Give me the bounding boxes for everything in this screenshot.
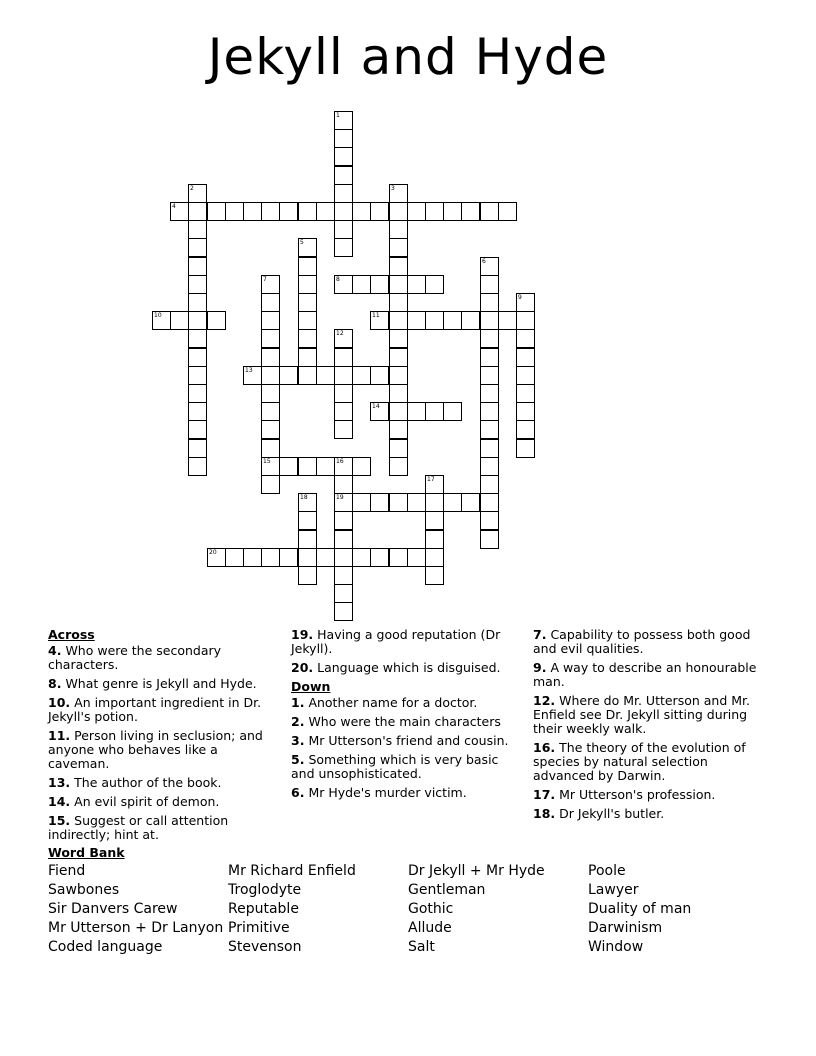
clue-across-15: 15. Suggest or call attention indirectly; hint at. — [48, 813, 229, 842]
crossword-cell[interactable] — [334, 602, 353, 621]
crossword-cell[interactable] — [480, 493, 499, 512]
crossword-cell[interactable] — [425, 275, 444, 294]
crossword-cell[interactable] — [334, 147, 353, 166]
clue-down-5: 5. Something which is very basic and unsophisticated. — [291, 752, 499, 781]
crossword-cell[interactable] — [425, 511, 444, 530]
crossword-cell[interactable] — [188, 329, 207, 348]
crossword-cell[interactable] — [152, 311, 171, 330]
clue-down-17: 17. Mr Utterson's profession. — [533, 787, 716, 802]
crossword-cell[interactable] — [480, 202, 499, 221]
crossword-cell[interactable] — [188, 202, 207, 221]
crossword-cell[interactable] — [334, 220, 353, 239]
crossword-cell[interactable] — [461, 311, 480, 330]
crossword-cell[interactable] — [243, 366, 262, 385]
crossword-cell[interactable] — [480, 257, 499, 276]
crossword-cell[interactable] — [516, 311, 535, 330]
crossword-cell[interactable] — [316, 202, 335, 221]
crossword-cell[interactable] — [443, 402, 462, 421]
crossword-cell[interactable] — [370, 202, 389, 221]
clues-column-3 — [533, 628, 765, 826]
crossword-cell[interactable] — [334, 384, 353, 403]
crossword-cell[interactable] — [261, 548, 280, 567]
crossword-cell[interactable] — [188, 439, 207, 458]
crossword-cell[interactable] — [170, 311, 189, 330]
crossword-cell[interactable] — [480, 366, 499, 385]
crossword-cell[interactable] — [261, 348, 280, 367]
crossword-cell[interactable] — [352, 548, 371, 567]
word-bank-item: Fiend — [48, 863, 86, 879]
crossword-cell[interactable] — [407, 493, 426, 512]
crossword-cell[interactable] — [334, 348, 353, 367]
crossword-cell[interactable] — [516, 348, 535, 367]
crossword-cell[interactable] — [407, 311, 426, 330]
word-bank-column-3 — [408, 862, 588, 957]
clue-down-18: 18. Dr Jekyll's butler. — [533, 806, 665, 821]
crossword-cell[interactable] — [334, 238, 353, 257]
word-bank-column-1 — [48, 862, 228, 957]
crossword-cell[interactable] — [207, 548, 226, 567]
crossword-cell[interactable] — [225, 202, 244, 221]
word-bank-item: Lawyer — [588, 882, 639, 898]
crossword-cell[interactable] — [389, 329, 408, 348]
crossword-cell[interactable] — [261, 420, 280, 439]
crossword-cell[interactable] — [279, 457, 298, 476]
crossword-cell[interactable] — [425, 475, 444, 494]
crossword-cell[interactable] — [516, 329, 535, 348]
crossword-cell[interactable] — [188, 402, 207, 421]
crossword-cell[interactable] — [389, 348, 408, 367]
crossword-cell[interactable] — [188, 366, 207, 385]
clue-across-20: 20. Language which is disguised. — [291, 660, 501, 675]
crossword-cell[interactable] — [298, 311, 317, 330]
page-title: Jekyll and Hyde — [207, 28, 609, 86]
cell-number: 19 — [336, 494, 344, 501]
clue-across-4: 4. Who were the secondary characters. — [48, 643, 222, 672]
crossword-cell[interactable] — [298, 348, 317, 367]
crossword-cell[interactable] — [279, 202, 298, 221]
crossword-cell[interactable] — [243, 202, 262, 221]
crossword-cell[interactable] — [298, 366, 317, 385]
clue-across-19: 19. Having a good reputation (Dr Jekyll). — [291, 627, 501, 656]
crossword-cell[interactable] — [298, 548, 317, 567]
crossword-cell[interactable] — [334, 129, 353, 148]
word-bank-item: Sawbones — [48, 882, 120, 898]
clue-down-16: 16. The theory of the evolution of species by natural selection advanced by Darwin. — [533, 740, 746, 783]
crossword-cell[interactable] — [298, 329, 317, 348]
word-bank-item: Stevenson — [228, 939, 302, 955]
crossword-cell[interactable] — [261, 475, 280, 494]
crossword-cell[interactable] — [334, 475, 353, 494]
crossword-cell[interactable] — [516, 402, 535, 421]
crossword-cell[interactable] — [279, 548, 298, 567]
crossword-cell[interactable] — [389, 275, 408, 294]
crossword-cell[interactable] — [425, 530, 444, 549]
crossword-cell[interactable] — [480, 475, 499, 494]
cell-number: 2 — [190, 185, 194, 192]
crossword-cell[interactable] — [425, 202, 444, 221]
crossword-cell[interactable] — [298, 275, 317, 294]
crossword-cell[interactable] — [480, 384, 499, 403]
word-bank-item: Mr Richard Enfield — [228, 863, 356, 879]
crossword-cell[interactable] — [516, 439, 535, 458]
cell-number: 7 — [263, 276, 267, 283]
crossword-cell[interactable] — [334, 202, 353, 221]
cell-number: 12 — [336, 330, 344, 337]
word-bank-item: Duality of man — [588, 901, 692, 917]
crossword-cell[interactable] — [370, 402, 389, 421]
cell-number: 5 — [300, 239, 304, 246]
word-bank-item: Allude — [408, 920, 452, 936]
crossword-cell[interactable] — [188, 184, 207, 203]
crossword-cell[interactable] — [425, 548, 444, 567]
cell-number: 1 — [336, 112, 340, 119]
crossword-cell[interactable] — [407, 275, 426, 294]
crossword-cell[interactable] — [334, 166, 353, 185]
crossword-cell[interactable] — [225, 548, 244, 567]
crossword-cell[interactable] — [334, 275, 353, 294]
clue-down-12: 12. Where do Mr. Utterson and Mr. Enfield see Dr. Jekyll sitting during their weekly walk. — [533, 693, 750, 736]
crossword-cell[interactable] — [480, 311, 499, 330]
crossword-cell[interactable] — [425, 493, 444, 512]
crossword-cell[interactable] — [389, 384, 408, 403]
cell-number: 9 — [518, 294, 522, 301]
crossword-cell[interactable] — [261, 402, 280, 421]
clues-column-1 — [48, 628, 280, 847]
crossword-cell[interactable] — [298, 293, 317, 312]
crossword-cell[interactable] — [389, 311, 408, 330]
cell-number: 14 — [372, 403, 380, 410]
crossword-cell[interactable] — [425, 566, 444, 585]
crossword-cell[interactable] — [298, 530, 317, 549]
crossword-cell[interactable] — [188, 384, 207, 403]
crossword-cell[interactable] — [261, 275, 280, 294]
crossword-cell[interactable] — [298, 566, 317, 585]
word-bank-item: Sir Danvers Carew — [48, 901, 178, 917]
crossword-cell[interactable] — [389, 184, 408, 203]
down-heading: Down — [291, 679, 331, 694]
crossword-cell[interactable] — [243, 548, 262, 567]
clue-down-2: 2. Who were the main characters — [291, 714, 501, 729]
crossword-cell[interactable] — [334, 530, 353, 549]
crossword-cell[interactable] — [425, 311, 444, 330]
crossword-cell[interactable] — [188, 238, 207, 257]
crossword-cell[interactable] — [352, 457, 371, 476]
crossword-cell[interactable] — [480, 348, 499, 367]
crossword-cell[interactable] — [261, 329, 280, 348]
crossword-cell[interactable] — [480, 439, 499, 458]
crossword-cell[interactable] — [188, 457, 207, 476]
cell-number: 13 — [245, 367, 253, 374]
word-bank-item: Mr Utterson + Dr Lanyon — [48, 920, 224, 936]
cell-number: 8 — [336, 276, 340, 283]
crossword-cell[interactable] — [370, 366, 389, 385]
crossword-cell[interactable] — [298, 257, 317, 276]
crossword-cell[interactable] — [389, 220, 408, 239]
crossword-cell[interactable] — [188, 420, 207, 439]
crossword-cell[interactable] — [389, 548, 408, 567]
crossword-cell[interactable] — [389, 257, 408, 276]
crossword-cell[interactable] — [188, 311, 207, 330]
crossword-cell[interactable] — [461, 493, 480, 512]
crossword-cell[interactable] — [334, 366, 353, 385]
word-bank-item: Coded language — [48, 939, 163, 955]
crossword-cell[interactable] — [370, 493, 389, 512]
crossword-cell[interactable] — [261, 202, 280, 221]
clue-across-14: 14. An evil spirit of demon. — [48, 794, 220, 809]
crossword-cell[interactable] — [461, 202, 480, 221]
cell-number: 15 — [263, 458, 271, 465]
crossword-cell[interactable] — [370, 311, 389, 330]
crossword-cell[interactable] — [480, 530, 499, 549]
crossword-cell[interactable] — [516, 366, 535, 385]
crossword-cell[interactable] — [498, 311, 517, 330]
word-bank-item: Primitive — [228, 920, 290, 936]
crossword-cell[interactable] — [334, 511, 353, 530]
cell-number: 18 — [300, 494, 308, 501]
crossword-cell[interactable] — [279, 366, 298, 385]
crossword-cell[interactable] — [389, 202, 408, 221]
crossword-cell[interactable] — [480, 275, 499, 294]
clue-across-10: 10. An important ingredient in Dr. Jekyll's potion. — [48, 695, 262, 724]
crossword-cell[interactable] — [389, 402, 408, 421]
word-bank-item: Poole — [588, 863, 626, 879]
crossword-cell[interactable] — [443, 202, 462, 221]
crossword-cell[interactable] — [188, 220, 207, 239]
word-bank-column-4 — [588, 862, 768, 957]
crossword-cell[interactable] — [334, 584, 353, 603]
crossword-cell[interactable] — [334, 457, 353, 476]
crossword-cell[interactable] — [188, 257, 207, 276]
cell-number: 6 — [482, 258, 486, 265]
crossword-cell[interactable] — [298, 493, 317, 512]
clues-column-2 — [291, 628, 523, 805]
crossword-cell[interactable] — [498, 202, 517, 221]
crossword-cell[interactable] — [298, 238, 317, 257]
crossword-cell[interactable] — [407, 402, 426, 421]
crossword-cell[interactable] — [316, 548, 335, 567]
crossword-cell[interactable] — [389, 293, 408, 312]
crossword-cell[interactable] — [407, 202, 426, 221]
crossword-cell[interactable] — [334, 111, 353, 130]
crossword-cell[interactable] — [334, 548, 353, 567]
clue-down-3: 3. Mr Utterson's friend and cousin. — [291, 733, 509, 748]
across-heading: Across — [48, 627, 95, 642]
clue-across-11: 11. Person living in seclusion; and anyone who behaves like a caveman. — [48, 728, 263, 771]
crossword-cell[interactable] — [407, 548, 426, 567]
cell-number: 20 — [209, 549, 217, 556]
cell-number: 3 — [391, 185, 395, 192]
crossword-cell[interactable] — [261, 311, 280, 330]
cell-number: 10 — [154, 312, 162, 319]
crossword-cell[interactable] — [298, 511, 317, 530]
word-bank-item: Troglodyte — [228, 882, 302, 898]
crossword-cell[interactable] — [389, 493, 408, 512]
word-bank-item: Reputable — [228, 901, 299, 917]
crossword-cell[interactable] — [207, 202, 226, 221]
crossword-cell[interactable] — [389, 420, 408, 439]
crossword-cell[interactable] — [443, 493, 462, 512]
clue-down-9: 9. A way to describe an honourable man. — [533, 660, 757, 689]
crossword-cell[interactable] — [389, 457, 408, 476]
crossword-cell[interactable] — [334, 402, 353, 421]
crossword-cell[interactable] — [480, 511, 499, 530]
crossword-cell[interactable] — [480, 402, 499, 421]
crossword-cell[interactable] — [334, 329, 353, 348]
crossword-cell[interactable] — [316, 457, 335, 476]
crossword-cell[interactable] — [443, 311, 462, 330]
crossword-cell[interactable] — [352, 202, 371, 221]
crossword-cell[interactable] — [370, 548, 389, 567]
crossword-cell[interactable] — [480, 457, 499, 476]
crossword-cell[interactable] — [261, 366, 280, 385]
crossword-cell[interactable] — [352, 493, 371, 512]
clue-down-7: 7. Capability to possess both good and evil qualities. — [533, 627, 751, 656]
cell-number: 4 — [172, 203, 176, 210]
crossword-cell[interactable] — [480, 329, 499, 348]
crossword-cell[interactable] — [480, 293, 499, 312]
crossword-cell[interactable] — [188, 275, 207, 294]
crossword-cell[interactable] — [188, 293, 207, 312]
clue-across-13: 13. The author of the book. — [48, 775, 222, 790]
crossword-cell[interactable] — [188, 348, 207, 367]
crossword-cell[interactable] — [261, 439, 280, 458]
crossword-cell[interactable] — [389, 366, 408, 385]
cell-number: 17 — [427, 476, 435, 483]
crossword-cell[interactable] — [334, 420, 353, 439]
cell-number: 11 — [372, 312, 380, 319]
clue-down-1: 1. Another name for a doctor. — [291, 695, 478, 710]
crossword-cell[interactable] — [334, 184, 353, 203]
crossword-cell[interactable] — [370, 275, 389, 294]
word-bank-column-2 — [228, 862, 408, 957]
word-bank-item: Darwinism — [588, 920, 663, 936]
crossword-cell[interactable] — [261, 457, 280, 476]
crossword-cell[interactable] — [334, 493, 353, 512]
crossword-cell[interactable] — [316, 366, 335, 385]
crossword-cell[interactable] — [516, 420, 535, 439]
clue-down-6: 6. Mr Hyde's murder victim. — [291, 785, 467, 800]
word-bank-item: Salt — [408, 939, 435, 955]
crossword-cell[interactable] — [261, 384, 280, 403]
clue-across-8: 8. What genre is Jekyll and Hyde. — [48, 676, 257, 691]
word-bank-heading: Word Bank — [48, 845, 125, 860]
word-bank-item: Gentleman — [408, 882, 486, 898]
cell-number: 16 — [336, 458, 344, 465]
word-bank-item: Window — [588, 939, 644, 955]
word-bank-item: Dr Jekyll + Mr Hyde — [408, 863, 545, 879]
crossword-cell[interactable] — [298, 202, 317, 221]
crossword-cell[interactable] — [389, 238, 408, 257]
crossword-cell[interactable] — [480, 420, 499, 439]
crossword-cell[interactable] — [207, 311, 226, 330]
crossword-cell[interactable] — [389, 439, 408, 458]
word-bank-item: Gothic — [408, 901, 454, 917]
crossword-cell[interactable] — [352, 275, 371, 294]
crossword-cell[interactable] — [352, 366, 371, 385]
crossword-cell[interactable] — [261, 293, 280, 312]
crossword-cell[interactable] — [425, 402, 444, 421]
crossword-cell[interactable] — [334, 566, 353, 585]
crossword-cell[interactable] — [516, 384, 535, 403]
crossword-cell[interactable] — [298, 457, 317, 476]
crossword-cell[interactable] — [170, 202, 189, 221]
crossword-cell[interactable] — [516, 293, 535, 312]
